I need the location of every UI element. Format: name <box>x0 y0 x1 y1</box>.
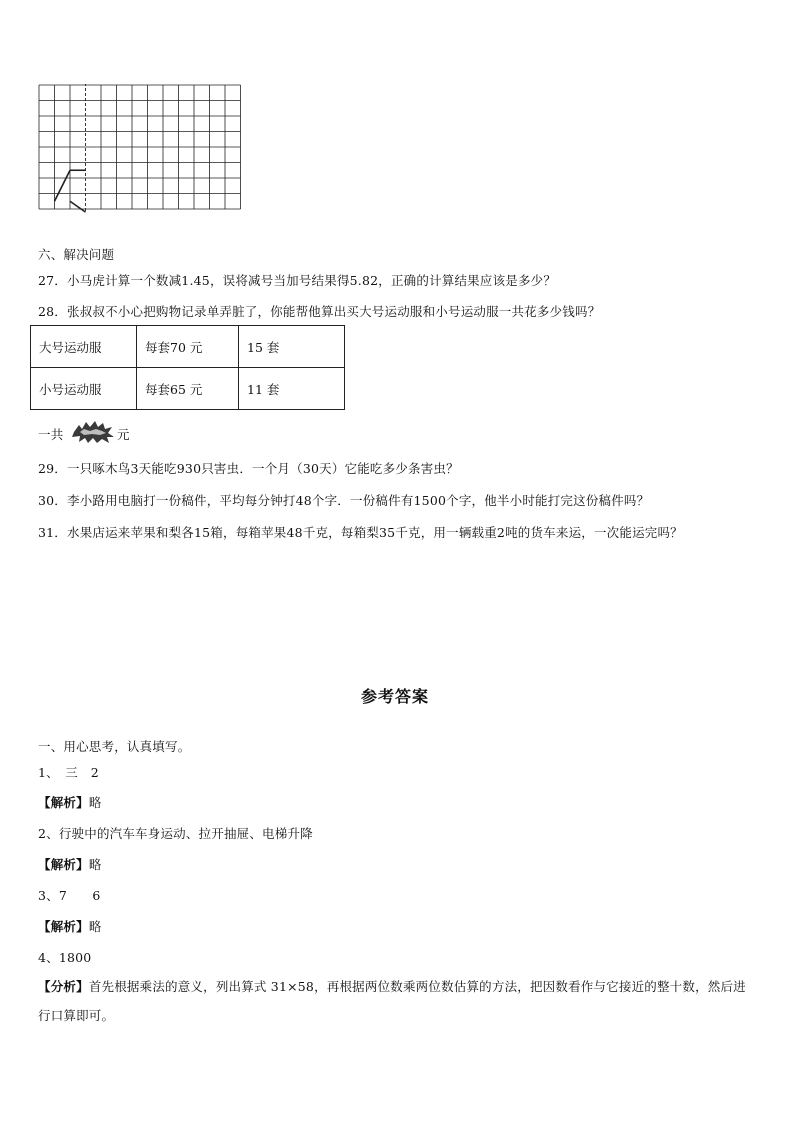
grid-figure <box>38 84 242 232</box>
table-row <box>31 368 345 410</box>
table-row <box>31 326 345 368</box>
note-tag: 【解析】 <box>38 795 89 810</box>
answer-4-note <box>38 972 754 1030</box>
shape-segment <box>55 170 71 201</box>
grid-drawing <box>38 84 243 233</box>
answer-4: 4、1800 <box>38 950 92 965</box>
note-tag: 【解析】 <box>38 857 89 872</box>
answers-section-title: 一、用心思考，认真填写。 <box>38 739 191 754</box>
answer-3-note <box>38 917 102 935</box>
note-text: 略 <box>88 795 102 810</box>
answers-title: 参考答案 <box>361 687 430 706</box>
note-text: 首先根据乘法的意义，列出算式 31×58，再根据两位数乘两位数估算的方法，把因数看作与它接近的整十数，然后进行口算即可。 <box>38 979 746 1023</box>
note-text: 略 <box>88 919 102 934</box>
purchase-table <box>30 325 345 410</box>
table-cell: 每套70 元 <box>137 326 239 368</box>
question-27: 27．小马虎计算一个数减1.45，误将减号当加号结果得5.82，正确的计算结果应该是多少？ <box>38 273 557 288</box>
answer-1: 1、 三 2 <box>38 765 99 780</box>
shape-segment <box>70 201 86 212</box>
question-28: 28．张叔叔不小心把购物记录单弄脏了，你能帮他算出买大号运动服和小号运动服一共花多少钱吗？ <box>38 304 601 319</box>
table-cell: 15 套 <box>239 326 345 368</box>
total-prefix: 一共 <box>38 427 64 442</box>
answer-3: 3、7 6 <box>38 888 101 903</box>
answer-2: 2、行驶中的汽车车身运动、拉开抽屉、电梯升降 <box>38 826 313 841</box>
note-tag: 【分析】 <box>38 979 89 994</box>
note-text: 略 <box>88 857 102 872</box>
answer-2-note <box>38 855 102 873</box>
note-tag: 【解析】 <box>38 919 89 934</box>
table-cell: 11 套 <box>239 368 345 410</box>
question-31: 31．水果店运来苹果和梨各15箱，每箱苹果48千克，每箱梨35千克，用一辆载重2吨的货车来运，一次能运完吗？ <box>38 525 683 540</box>
total-suffix: 元 <box>117 427 130 442</box>
table-cell: 小号运动服 <box>31 368 137 410</box>
table-cell: 大号运动服 <box>31 326 137 368</box>
question-29: 29．一只啄木鸟3天能吃930只害虫．一个月（30天）它能吃多少条害虫？ <box>38 461 459 476</box>
question-30: 30．李小路用电脑打一份稿件，平均每分钟打48个字．一份稿件有1500个字，他半小时能打完这份稿件吗？ <box>38 493 650 508</box>
section-title: 六、解决问题 <box>38 247 115 262</box>
answer-1-note <box>38 793 102 811</box>
table-cell: 每套65 元 <box>137 368 239 410</box>
ink-stain-icon <box>72 421 114 443</box>
